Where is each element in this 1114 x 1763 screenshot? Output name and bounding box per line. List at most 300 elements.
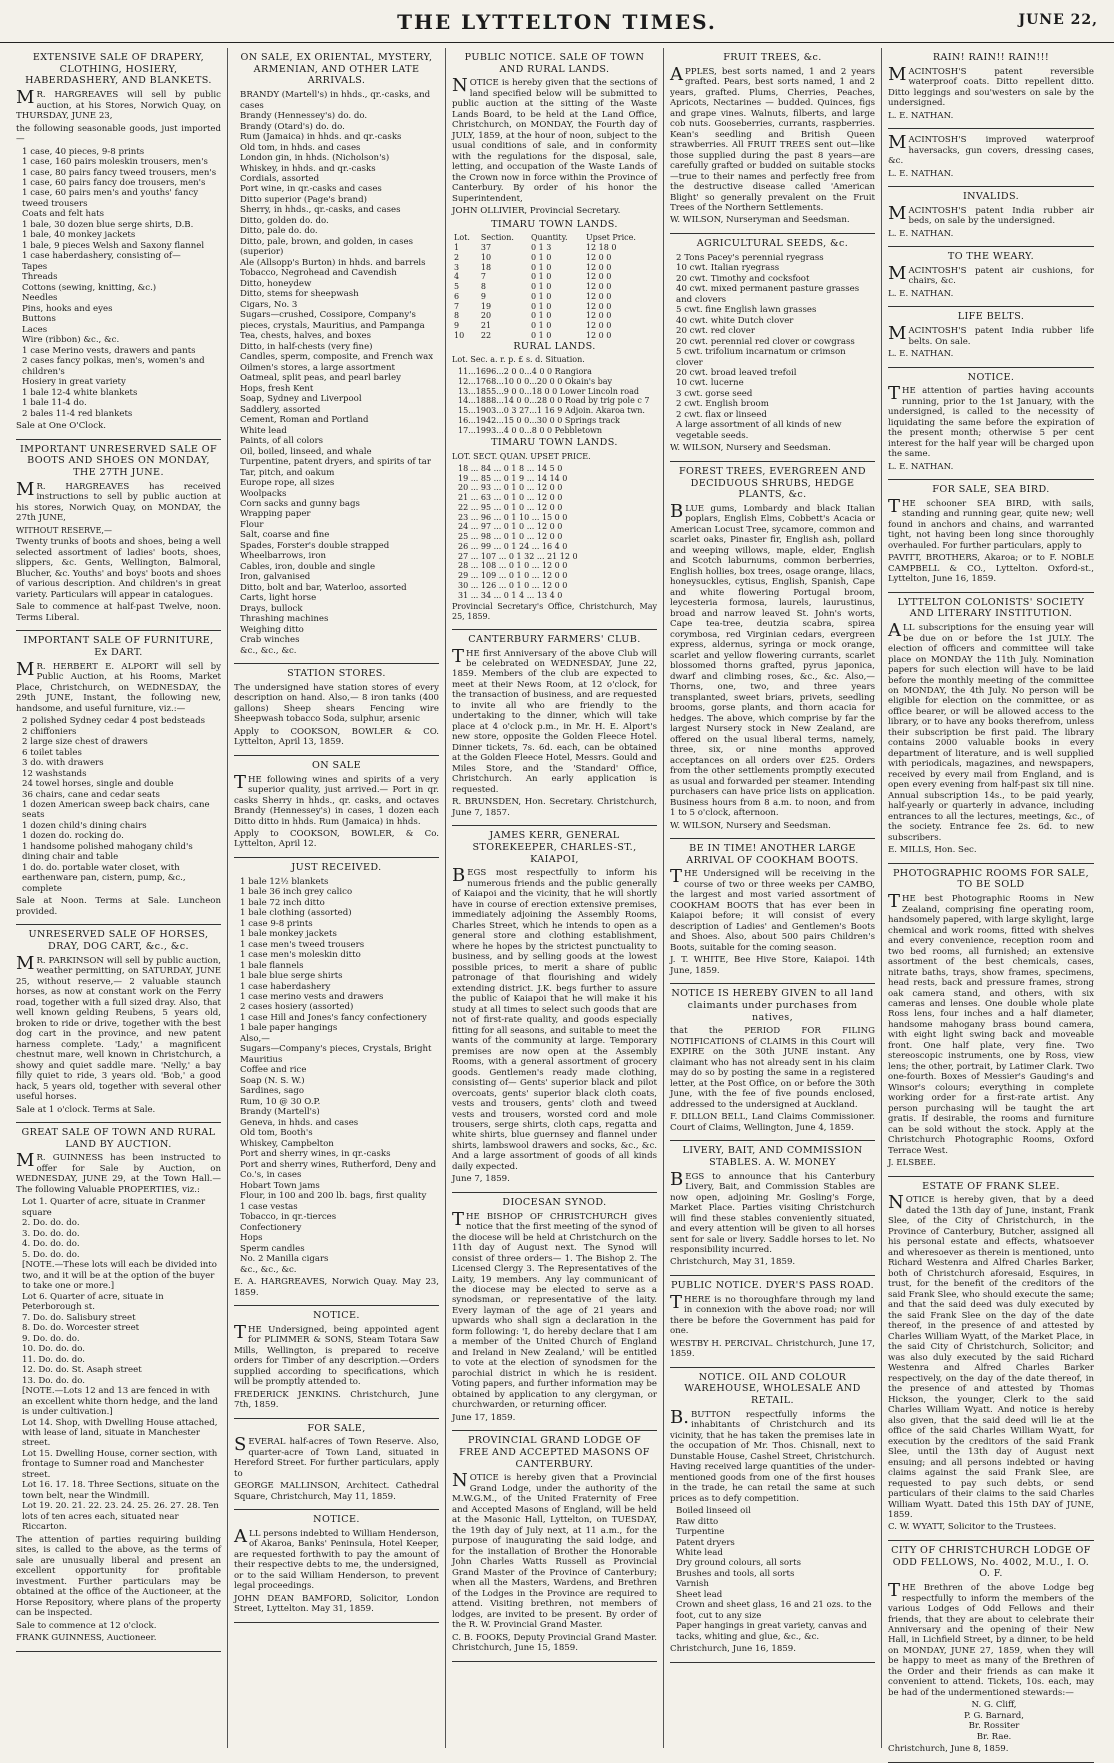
list-item: Lot 14. Shop, with Dwelling House attached, with lease of land, situate in Manchester street. <box>22 1417 218 1449</box>
list-item: Ale (Allsopp's Burton) in hhds. and barrels <box>240 257 426 268</box>
ad-life-belts <box>888 307 1094 367</box>
ad-signature: WESTBY H. PERCIVAL. Christchurch, June 17, 1859. <box>670 1338 875 1360</box>
list-item: Patent dryers <box>676 1537 735 1548</box>
list-item: Old tom, in hhds. and cases <box>240 142 361 153</box>
list-item: 1 dozen do. rocking do. <box>22 831 124 842</box>
ad-signature: C. B. FOOKS, Deputy Provincial Grand Master. Christchurch, June 15, 1859. <box>452 1632 657 1654</box>
table-cell: 12 0 0 <box>585 330 612 340</box>
table-cell: 12 18 0 <box>585 243 617 253</box>
ad-title: NOTICE. OIL AND COLOUR WAREHOUSE, WHOLESALE AND RETAIL. <box>684 1371 861 1406</box>
list-item: No. 2 Manilla cigars <box>240 1254 329 1265</box>
ad-body: The undersigned have station stores of every description on hand. Also,— 8 iron tanks (400 gallons) Sheep shears Fencing wire Sheepwash tobacco Soda, sulphur, arsenic <box>234 682 439 725</box>
list-item: 1 bale 11-4 do. <box>22 398 87 409</box>
ad-footer: Sale to commence at 12 o'clock. <box>16 1620 157 1631</box>
list-item: 10. Do. do. do. <box>22 1344 86 1355</box>
table-row <box>452 331 657 341</box>
ad-body: THE following wines and spirits of a very superior quality, just arrived.— Port in qr. casks Sherry in hhds., qr. casks, and octaves Brandy (Hennessey's) in cases, 1 dozen each Ditto ditto in hhds. Rum (Jamaica) in hhds. <box>234 771 439 827</box>
ad-photographic-rooms <box>888 864 1094 1177</box>
list-item: Soap, Sydney and Liverpool <box>240 394 362 405</box>
table-cell: 37 <box>480 243 492 253</box>
list-item: Hops, fresh Kent <box>240 383 314 394</box>
list-item: 15...1903...0 3 27...1 16 9 Adjoin. Akaroa twn. <box>458 406 645 416</box>
ad-title: CITY OF CHRISTCHURCH LODGE OF ODD FELLOWS, No. 4002, M.U., I. O. O. F. <box>891 1544 1091 1580</box>
list-item: 1 case, 60 pairs men's and youths' fancy tweed trousers <box>22 188 199 209</box>
list-item: Oilmen's stores, a large assortment <box>240 362 395 373</box>
ad-title: NOTICE IS HEREBY GIVEN to all land claimants under purchases from natives, <box>671 988 874 1023</box>
list-item: 30 ... 126 ... 0 1 0 ... 12 0 0 <box>458 580 568 590</box>
ad-to-the-weary <box>888 247 1094 307</box>
list-item: 11...1696...2 0 0...4 0 0 Rangiora <box>458 367 592 377</box>
list-item: 40 cwt. white Dutch clover <box>676 315 794 326</box>
list-item: Oatmeal, split peas, and pearl barley <box>240 373 401 384</box>
rural-rows <box>452 367 657 435</box>
list-item: 1 case 9-8 prints <box>240 918 313 929</box>
ad-body: THE Brethren of the above Lodge beg respectfully to inform the members of the various Lodges of Odd Fellows and their friends, that they are about to celebrate their Anniversary and the opening of their New Hall, in Lichfield Street, by a dinner, to be held on MONDAY, JUNE 27, 1859, when they will be happy to meet as many of the Brethren of the Order and their friends as can make it convenient to attend. Tickets, 10s. each, may be had of the undermentioned stewards:— <box>888 1580 1094 1698</box>
ad-signature: June 7, 1859. <box>452 1174 510 1185</box>
ad-intro: MR. HARGREAVES will sell by public auction, at his Stores, Norwich Quay, on THURSDAY, JUNE 23, <box>16 87 221 122</box>
table-cell: 0 1 0 <box>530 301 552 311</box>
masthead <box>0 0 1114 43</box>
ad-body: THE schooner SEA BIRD, with sails, standing and running gear, quite new; well found in anchors and chains, and warranted tight, not having been long since thoroughly overhauled. For further particulars, apply to <box>888 495 1094 551</box>
list-item: Tapes <box>22 261 48 272</box>
list-item: 25 ... 98 ... 0 1 0 ... 12 0 0 <box>458 532 563 542</box>
list-item: Ditto, pale do. do. <box>240 226 318 237</box>
table-cell: 7 <box>480 272 486 282</box>
list-item: Buttons <box>22 314 56 325</box>
ad-timber-notice <box>234 1306 439 1419</box>
ad-agricultural-seeds <box>670 234 875 462</box>
list-item: Crab winches <box>240 635 300 646</box>
list-item: Wrapping paper <box>240 509 311 520</box>
list-item: Br. Rae. <box>976 1731 1012 1742</box>
table-cell: 19 <box>480 301 492 311</box>
list-item: 10 cwt. Italian ryegrass <box>676 263 780 274</box>
list-item: Whiskey, in hhds. and qr.-casks <box>240 163 376 174</box>
ad-signature: F. DILLON BELL, Land Claims Commissioner. Court of Claims, Wellington, June 4, 1859. <box>670 1112 875 1133</box>
list-item: 2 cwt. English broom <box>676 399 769 410</box>
issue-date: JUNE 22, <box>1018 12 1098 28</box>
ad-body: THE BISHOP OF CHRISTCHURCH gives notice that the first meeting of the synod of the diocese will be held at Christchurch on the 11th day of August next. The Synod will consist of three orders— 1. The Bishop 2. The Licensed Clergy 3. The Representatives of the Laity, 19 members. Any lay communicant of the diocese may be elected to serve as a synodsman, or representative of the laity. Every layman of the age of 21 years and upwards who shall sign a declaration in the form following: 'I, do hereby declare that I am a member of the United Church of England and Ireland in New Zealand,' will be entitled to vote at the election of synodsmen for the parochial district in which he is resident. Voting papers, and further information may be obtained by application to any clergyman, or churchwarden, or returning officer. <box>452 1208 657 1411</box>
ad-body: NOTICE is hereby given, that by a deed dated the 13th day of June, instant, Frank Slee, of the City of Christchurch, in the Province of Canterbury, Butcher, assigned all his personal estate and effects, whatsoever and wheresoever as therein is mentioned, unto Richard Westenra and Alfred Charles Barker, both of Christchurch aforesaid, Esquires, in trust, for the benefit of the creditors of the said Frank Slee, who should execute the same; and that the said deed was duly executed by the said Frank Slee on the day of the date thereof, in the presence of and attested by Charles William Wyatt, of the Market Place, in the said City of Christchurch, Solicitor; and was also duly executed by the said Richard Westenra and Alfred Charles Barker respectively, on the day of the date thereof, in the presence of and attested by Thomas Hickson, the younger, Clerk to the said Charles William Wyatt. And notice is hereby also given, that the said deed will lie at the office of the said Charles William Wyatt, for execution by the creditors of the said Frank Slee, until the 13th day of August next ensuing; and all persons indebted or having claims against the said Frank Slee, are requested to pay such debts, or send particulars of their claims to the said Charles William Wyatt. Dated this 15th DAY of JUNE, 1859. <box>888 1192 1094 1520</box>
list-item: Cigars, No. 3 <box>240 299 298 310</box>
col-header: Lot. <box>454 233 470 243</box>
ad-title: LIVERY, BAIT, AND COMMISSION STABLES. A. W. MONEY <box>682 1145 863 1168</box>
table-cell: 21 <box>480 321 492 331</box>
ad-title: FRUIT TREES, &c. <box>723 52 822 63</box>
ad-body: THE best Photographic Rooms in New Zealand, comprising fine operating room, handsomely papered, with large skylight, large chemical and work rooms, fitted with shelves and every convenience, reception room and two bed rooms, all furnished; an extensive assortment of the best chemicals, cases, nitrate baths, trays, show frames, specimens, head rests, back and pressure frames, strong oak camera stand, and others, with six cameras and lenses. One double whole plate Ross lens, four inches and a half diameter, handsome mahogany brass bound camera, with eight light swing back and moveable front. One half plate, very fine. Two stereoscopic instruments, one by Ross, view lens; the other, portrait, by Latimer Clark. Two one-fourth. Boxes of Messier's Gauding's and Winsor's colours; everything in complete working order for a first-rate artist. Any person purchasing will be taught the art gratis. If desirable, the rooms and furniture can be sold without the stock. Apply at the Christchurch Photographic Rooms, Oxford Terrace West. <box>888 891 1094 1156</box>
list-item: 2 cases fancy polkas, men's, women's and children's <box>22 356 205 377</box>
ad-footer: Sale at One O'Clock. <box>16 421 106 432</box>
table-cell: 1 <box>454 243 460 253</box>
list-item: Confectionery <box>240 1222 302 1233</box>
list-item: 1 case Hill and Jones's fancy confectionery <box>240 1012 427 1023</box>
ad-title: TO THE WEARY. <box>947 251 1035 263</box>
table-row <box>452 321 657 331</box>
table-cell: 2 <box>454 252 460 262</box>
list-item: Lot 19. 20. 21. 22. 23. 24. 25. 26. 27. 28. Ten lots of ten acres each, situated near Riccarton. <box>22 1501 219 1533</box>
ad-horses-sale <box>16 925 221 1123</box>
ad-title: FOR SALE, <box>307 1422 366 1434</box>
list-item: Brandy (Hennessey's) do. do. <box>240 111 368 122</box>
table-cell: 5 <box>454 282 460 292</box>
list-item: Candles, sperm, composite, and French wax <box>240 352 434 363</box>
ad-station-stores <box>234 664 439 756</box>
list-item: White lead <box>676 1547 723 1558</box>
list-item: A large assortment of all kinds of new vegetable seeds. <box>676 420 842 441</box>
list-item: 40 cwt. mixed permanent pasture grasses and clovers <box>676 284 860 305</box>
list-item: Sperm candles <box>240 1243 305 1254</box>
ad-signature: W. WILSON, Nurseryman and Seedsman. <box>670 215 850 226</box>
ad-forest-trees <box>670 462 875 839</box>
list-item: 16...1942...15 0 0...30 0 0 Springs track <box>458 415 620 425</box>
item-list <box>16 147 221 420</box>
list-item: Coats and felt hats <box>22 209 105 220</box>
ad-signature: Provincial Secretary's Office, Christchurch, May 25, 1859. <box>452 602 657 622</box>
list-item: 1 case, 80 pairs fancy tweed trousers, men's <box>22 167 217 178</box>
newspaper-title: THE LYTTELTON TIMES. <box>397 10 717 34</box>
list-item: Paints, of all colors <box>240 436 323 447</box>
table-cell: 0 1 0 <box>530 282 552 292</box>
list-item: Tobacco, Negrohead and Cavendish <box>240 268 397 279</box>
list-item: 5. Do. do. do. <box>22 1249 80 1260</box>
ad-body: Twenty trunks of boots and shoes, being a well selected assortment of ladies' boots, shoes, slippers, &c. Gents, Wellington, Balmoral, Blucher, &c. Youths' and boys' boots and shoes of various description. And children's in great variety. Particulars will appear in catalogues. <box>16 537 221 600</box>
ad-title: IMPORTANT SALE OF FURNITURE, Ex DART. <box>23 635 214 658</box>
list-item: Threads <box>22 272 58 283</box>
ad-land-claims <box>670 984 875 1141</box>
table-cell: 10 <box>454 330 465 340</box>
table-row <box>452 253 657 263</box>
ad-signature: L. E. NATHAN. <box>888 288 954 299</box>
list-item: Cement, Roman and Portland <box>240 415 369 426</box>
list-item: 1 case, 60 pairs fancy doe trousers, men's <box>22 177 206 188</box>
list-item: Dry ground colours, all sorts <box>676 1558 802 1569</box>
ad-body: THE Undersigned, being appointed agent for PLIMMER & SONS, Steam Totara Saw Mills, Wellington, is prepared to receive orders for Timber of any description.—Orders supplied according to specifications, which will be promptly attended to. <box>234 1321 439 1388</box>
column-1 <box>10 48 228 1748</box>
stewards-list <box>888 1700 1094 1742</box>
ad-odd-fellows <box>888 1541 1094 1763</box>
ad-boots-sale <box>16 440 221 632</box>
list-item: Lot 15. Dwelling House, corner section, with frontage to Sumner road and Manchester street. <box>22 1448 218 1480</box>
list-item: 1 bale blue serge shirts <box>240 971 343 982</box>
list-item: 3 do. with drawers <box>22 758 104 769</box>
list-item: Tea, chests, halves, and boxes <box>240 331 372 342</box>
list-item: Rum, 10 @ 30 O.P. <box>240 1096 321 1107</box>
list-item: 12. Do. do. St. Asaph street <box>22 1365 142 1376</box>
table-cell: 12 0 0 <box>585 252 612 262</box>
ad-james-kerr <box>452 826 657 1193</box>
list-item: Saddlery, assorted <box>240 404 321 415</box>
ad-signature: JOHN DEAN BAMFORD, Solicitor, London Street, Lyttelton. May 31, 1859. <box>234 1593 439 1615</box>
list-item: Ditto, honeydew <box>240 278 312 289</box>
ad-rain <box>888 48 1094 129</box>
list-item: 29 ... 109 ... 0 1 0 ... 12 0 0 <box>458 571 568 581</box>
ad-signature: J. T. WHITE, Bee Hive Store, Kaiapoi. 14th June, 1859. <box>670 955 875 976</box>
list-item: Brushes and tools, all sorts <box>676 1568 795 1579</box>
table-row <box>452 292 657 302</box>
ad-body: THE first Anniversary of the above Club will be celebrated on WEDNESDAY, June 22, 1859. Members of the club are expected to meet at their News Room, at 12 o'clock, for the transaction of business, and are requested to invite all who are friendly to the undertaking to the dinner, which will take place at 4 o'clock p.m., in Mr. H. E. Alport's new store, opposite the Golden Fleece Hotel. Dinner tickets, 7s. 6d. each, can be obtained at the Golden Fleece Hotel, Messrs. Gould and Miles Store, and the 'Standard' Office, Christchurch. An early application is requested. <box>452 645 657 795</box>
ad-spirits-on-sale <box>234 48 439 664</box>
ad-signature: June 17, 1859. <box>452 1412 516 1423</box>
list-item: Hobart Town jams <box>240 1180 320 1191</box>
list-item: 1 case, 40 pieces, 9-8 prints <box>22 146 145 157</box>
ad-intro: MR. HERBERT E. ALPORT will sell by Public Auction, at his Rooms, Market Place, Christchurch, on WEDNESDAY, the 29th JUNE, Instant, the following new, handsome, and useful furniture, viz.:— <box>16 658 221 714</box>
columns <box>10 48 1104 1755</box>
list-item: Weighing ditto <box>240 624 304 635</box>
ad-signature: E. A. HARGREAVES, Norwich Quay. May 23, 1859. <box>234 1277 439 1298</box>
list-item: 1 bale, 9 pieces Welsh and Saxony flannel <box>22 240 205 251</box>
ad-signature: W. WILSON, Nursery and Seedsman. <box>670 820 831 831</box>
ad-title: LIFE BELTS. <box>957 311 1025 323</box>
list-item: 20 cwt. Timothy and cocksfoot <box>676 273 810 284</box>
table-row <box>452 311 657 321</box>
ad-title: ON SALE <box>312 759 361 771</box>
ad-body: BLUE gums, Lombardy and black Italian poplars, English Elms, Cobbett's Acacia or American Locust Tree, sycamore, common and scarlet oaks, Pinaster fir, English ash, pollard and weeping willows, maple, elder, English and Scotch laburnums, common berberries, English hollies, box trees, osage orange, lilacs, honeysuckles, cytisus, English, Spanish, Cape and white flowering Portugal broom, leycesteria formosa, laurels, laurustinus, broad and narrow leaved St. John's worts, Cape tea-tree, deutzia scabra, spirea corymbosa, red Virginian cedars, evergreen express, aldernus, syringa or mock orange, scarlet and yellow flowering currants, scarlet blossomed thorns grafted, pyrus japonica, dwarf and climbing roses, &c., &c. Also,— Thorns, one, two, and three years transplanted, sweet briars, privets, seedling brooms, gorse plants, and thorn acacia for hedges. The above, which comprise by far the largest Nursery stock in New Zealand, are offered on the usual liberal terms, namely, three, six, or nine months approved acceptances on all orders over £25. Orders from the other settlements promptly executed as usual and forwarded per steamer. Intending purchasers can have price lists on application. Business hours from 8 a.m. to noon, and from 1 to 5 o'clock, afternoon. <box>670 500 875 819</box>
list-item: Ditto, pale, brown, and golden, in cases (superior) <box>240 236 413 258</box>
ad-body: MACINTOSH'S patent India rubber air beds, on sale by the undersigned. <box>888 202 1094 227</box>
ad-lead: the following seasonable goods, just imported— <box>16 123 221 145</box>
list-item: Rum (Jamaica) in hhds. and qr.-casks <box>240 132 402 143</box>
ad-signature: FREDERICK JENKINS. Christchurch, June 7th, 1859. <box>234 1389 439 1411</box>
list-item: 1 bale 12½ blankets <box>240 876 329 887</box>
ad-signature: Apply to COOKSON, BOWLER & CO. Lyttelton, April 13, 1859. <box>234 726 439 748</box>
list-item: Raw ditto <box>676 1516 719 1527</box>
list-item: 36 chairs, cane and cedar seats <box>22 789 160 800</box>
ad-town-reserve-sale <box>234 1419 439 1511</box>
list-item: Lot 6. Quarter of acre, situate in Peterborough st. <box>22 1291 164 1313</box>
list-item: Hosiery in great variety <box>22 377 126 388</box>
timaru-table <box>452 233 657 340</box>
ad-signature: JOHN OLLIVIER, Provincial Secretary. <box>452 206 621 217</box>
table-cell: 0 1 0 <box>530 311 552 321</box>
ad-footer: Sale at Noon. Terms at Sale. Luncheon provided. <box>16 896 221 917</box>
table-cell: 12 0 0 <box>585 272 612 282</box>
ad-body: BEGS most respectfully to inform his numerous friends and the public generally of Kaiapoi and the vicinity, that he will shortly have in course of erection extensive premises, immediately adjoining the Assembly Rooms, Charles Street, which he intends to open as a general store and clothing establishment, where he hopes by the strictest punctuality to business, and by selling goods at the lowest possible prices, to merit a share of public patronage of that flourishing and widely extending district. J.K. begs further to assure the public of Kaiapoi that he will make it his study at all times to select such goods that are not of first-rate quality, and goods especially fitting for all seasons, and suitable to meet the wants of the community at large. Temporary premises are now open at the Assembly Rooms, with a general assortment of grocery goods. Gentlemen's ready made clothing, consisting of— Gents' superior black and pilot overcoats, gents' superior black cloth coats, vests and trousers, gents' cloth and tweed vests and trousers, worsted cord and mole trousers, serge shirts, cloth caps, regatta and white shirts, blue guernsey and flannel under shirts, lambswool drawers and socks, &c., &c. And a large assortment of goods of all kinds daily expected. <box>452 865 657 1172</box>
ad-body: MACINTOSH'S improved waterproof haversacks, gun covers, dressing cases, &c. <box>888 132 1094 167</box>
list-item: 1 bale flannels <box>240 960 304 971</box>
ad-title: AGRICULTURAL SEEDS, &c. <box>696 237 849 249</box>
list-item: 13. Do. do. do. <box>22 1375 86 1386</box>
list-item: 1 case, 160 pairs moleskin trousers, men's <box>22 157 208 168</box>
lot-list <box>16 1197 221 1533</box>
list-item: Brandy (Otard's) do. do. <box>240 121 345 132</box>
list-item: 1 case Merino vests, drawers and pants <box>22 345 196 356</box>
ad-title: BE IN TIME! ANOTHER LARGE ARRIVAL OF COOKHAM BOOTS. <box>686 843 859 866</box>
ad-signature: L. E. NATHAN. <box>888 228 954 239</box>
list-item: 1 case vestas <box>240 1201 298 1212</box>
ad-body: MACINTOSH'S patent India rubber life belts. On sale. <box>888 323 1094 347</box>
ad-title: CANTERBURY FARMERS' CLUB. <box>468 633 641 645</box>
table-header: Lot. Sec. a. r. p. £ s. d. Situation. <box>452 355 585 365</box>
list-item: Sugars—crushed, Cossipore, Company's pieces, crystals, Mauritius, and Pampanga <box>240 310 425 331</box>
ad-fruit-trees <box>670 48 875 234</box>
ad-signature: Christchurch, June 16, 1859. <box>670 1644 796 1655</box>
list-item: Lot 1. Quarter of acre, situate in Cranmer square <box>22 1197 206 1218</box>
ad-signature: E. MILLS, Hon. Sec. <box>888 845 977 856</box>
list-item: Cables, iron, double and single <box>240 561 376 572</box>
table-cell: 0 1 3 <box>530 243 552 253</box>
list-item: BRANDY (Martell's) in hhds., qr.-casks, and cases <box>240 90 431 111</box>
list-item: Flour <box>240 519 264 530</box>
list-item: 5 cwt. fine English lawn grasses <box>676 305 817 316</box>
ad-signature: Christchurch, May 31, 1859. <box>670 1257 796 1268</box>
table-cell: 12 0 0 <box>585 321 612 331</box>
list-item: 1 dozen child's dining chairs <box>22 820 147 831</box>
ad-colonists-society <box>888 593 1094 864</box>
table-cell: 22 <box>480 330 492 340</box>
item-list <box>670 1506 875 1642</box>
ad-wines-on-sale <box>234 756 439 858</box>
table-cell: 12 0 0 <box>585 301 612 311</box>
ad-footer: Sale at 1 o'clock. Terms at Sale. <box>16 1104 156 1115</box>
list-item: Boiled linseed oil <box>676 1506 751 1517</box>
list-item: Ditto superior (Page's brand) <box>240 194 367 205</box>
ad-title: ESTATE OF FRANK SLEE. <box>922 1180 1060 1192</box>
list-item: 11. Do. do. do. <box>22 1354 86 1365</box>
list-item: 1 bale 36 inch grey calico <box>240 887 353 898</box>
ad-farmers-club <box>452 630 657 826</box>
list-item: 2 large size chest of drawers <box>22 737 148 748</box>
table-cell: 3 <box>454 262 460 272</box>
list-item: Ditto, golden do. do. <box>240 215 329 226</box>
item-list <box>670 253 875 442</box>
list-item: Geneva, in hhds. and cases <box>240 1117 359 1128</box>
ad-body: SEVERAL half-acres of Town Reserve. Also, quarter-acre of Town Land, situated in Hereford Street. For further particulars, apply to <box>234 1434 439 1479</box>
ad-accounts-notice <box>888 368 1094 481</box>
ad-signature: L. E. NATHAN. <box>888 349 954 360</box>
ad-title: GREAT SALE OF TOWN AND RURAL LAND BY AUCTION. <box>21 1126 216 1150</box>
list-item: Paper hangings in great variety, canvas and tacks, whiting and glue, &c., &c. <box>676 1621 867 1642</box>
table-cell: 12 0 0 <box>585 311 612 321</box>
list-item: 3 cwt. gorse seed <box>676 388 753 399</box>
list-item: Sherry, in hhds., qr.-casks, and cases <box>240 205 401 216</box>
table-cell: 0 1 0 <box>530 321 552 331</box>
ad-title: NOTICE. <box>313 1310 360 1322</box>
ad-drapery-sale <box>16 48 221 440</box>
list-item: Corn sacks and gunny bags <box>240 499 360 509</box>
list-item: 2 bales 11-4 red blankets <box>22 408 133 419</box>
table-title: TIMARU TOWN LANDS. <box>491 437 618 449</box>
ad-title: PUBLIC NOTICE. SALE OF TOWN AND RURAL LANDS. <box>464 52 645 75</box>
list-item: 26 ... 99 ... 0 1 24 ... 16 4 0 <box>458 541 568 551</box>
column-4 <box>664 48 882 1748</box>
ad-title: EXTENSIVE SALE OF DRAPERY, CLOTHING, HOSIERY, HABERDASHERY, AND BLANKETS. <box>25 52 212 87</box>
ad-land-sale-notice <box>452 48 657 630</box>
list-item: &c., &c., &c. <box>240 1264 297 1275</box>
list-item: Spades, Forster's double strapped <box>240 540 390 551</box>
list-item: 1 case men's moleskin ditto <box>240 950 361 961</box>
table-cell: 12 0 0 <box>585 262 612 272</box>
table-row <box>452 263 657 273</box>
list-item: White lead <box>240 425 287 436</box>
list-item: 4. Do. do. do. <box>22 1239 80 1250</box>
list-item: 12 washstands <box>22 768 87 779</box>
table-cell: 0 1 0 <box>530 262 552 272</box>
ad-title: PUBLIC NOTICE. DYER'S PASS ROAD. <box>670 1279 875 1291</box>
table-cell: 0 1 0 <box>530 330 552 340</box>
table-row <box>452 302 657 312</box>
ad-title: NOTICE. <box>967 371 1015 383</box>
list-item: Sugars—Company's pieces, Crystals, Bright Mauritius <box>240 1044 432 1065</box>
list-item: Tobacco, in qr.-tierces <box>240 1212 337 1223</box>
list-item: 18 ... 84 ... 0 1 8 ... 14 5 0 <box>458 463 563 473</box>
table-cell: 8 <box>454 311 460 321</box>
ad-title: FOREST TREES, EVERGREEN AND DECIDUOUS SHRUBS, HEDGE PLANTS, &c. <box>678 465 867 501</box>
ad-oil-colour-warehouse <box>670 1368 875 1663</box>
column-3 <box>446 48 664 1748</box>
list-item: 1 case merino vests and drawers <box>240 992 384 1002</box>
ad-just-received <box>234 858 439 1306</box>
ad-signature: J. ELSBEE. <box>888 1158 936 1169</box>
table-header: LOT. SECT. QUAN. UPSET PRICE. <box>452 452 591 462</box>
ad-dyers-pass-road <box>670 1276 875 1368</box>
list-item: Needles <box>22 293 58 304</box>
ad-haversacks <box>888 129 1094 187</box>
list-item: Pins, hooks and eyes <box>22 303 113 314</box>
ad-signature: C. W. WYATT, Solicitor to the Trustees. <box>888 1522 1057 1533</box>
ad-body: NOTICE is hereby given that the sections of land specified below will be submitted to public auction at the sitting of the Waste Lands Board, to be held at the Land Office, Christchurch, on MONDAY, the Fourth day of JULY, 1859, at the hour of noon, subject to the usual conditions of sale, and in conformity with the regulations for the disposal, sale, letting, and occupation of the Waste Lands of the Crown now in force within the Province of Canterbury. By order of his honor the Superintendent, <box>452 75 657 204</box>
ad-intro: MR. HARGREAVES has received instructions to sell by public auction at his stores, Norwich Quay, on MONDAY, the 27th JUNE, <box>16 478 221 524</box>
list-item: 27 ... 107 ... 0 1 32 ... 21 12 0 <box>458 551 578 561</box>
list-item: Br. Rossiter <box>968 1721 1020 1732</box>
table-cell: 12 0 0 <box>585 282 612 292</box>
list-item: [NOTE.—Lots 12 and 13 are fenced in with an excellent white thorn hedge, and the land is under cultivation.] <box>22 1386 218 1418</box>
list-item: Sardines, sago <box>240 1086 305 1097</box>
ad-title: PROVINCIAL GRAND LODGE OF FREE AND ACCEPTED MASONS OF CANTERBURY. <box>459 1435 650 1470</box>
list-item: Crown and sheet glass, 16 and 21 ozs. to the foot, cut to any size <box>676 1600 872 1621</box>
list-item: Port and sherry wines, in qr.-casks <box>240 1149 391 1160</box>
list-item: 20 cwt. broad leaved trefoil <box>676 368 797 378</box>
ad-body: ALL subscriptions for the ensuing year will be due on or before the 1st JULY. The election of officers and committee will take place on MONDAY the 11th July. Nomination papers for such election will have to be laid before the monthly meeting of the committee on MONDAY, the 4th July. No person will be eligible for election on the committee, or as office bearer, or will be allowed access to the library, or to have any books therefrom, unless their subscription be first paid. The library contains 2000 valuable books in every department of literature, and is well supplied with periodicals, magazines, and newspapers, received by every mail from England, and is open every evening from half-past six till nine. Annual subscription 14s., to be paid yearly, half-yearly or quarterly in advance, including entrances to all the lectures, meetings, &c., of the society. Entrance fee 2s. 6d. to new subscribers. <box>888 620 1094 843</box>
ad-body: ALL persons indebted to William Henderson, of Akaroa, Banks' Peninsula, Hotel Keeper, are requested forthwith to pay the amount of their respective debts to me, the undersigned, or to the said William Henderson, to prevent legal proceedings. <box>234 1525 439 1592</box>
item-list <box>234 90 439 656</box>
ad-body: THE Undersigned will be receiving in the course of two or three weeks per CAMBO, the largest and most varied assortment of COOKHAM BOOTS that has ever been in Kaiapoi before; it will consist of every description of Ladies' and Gentlemen's Boots and Shoes. Also, about 500 pairs Children's Boots, suitable for the coming season. <box>670 866 875 953</box>
list-item: Brandy (Martell's) <box>240 1107 320 1118</box>
list-item: &c., &c., &c. <box>240 645 297 656</box>
list-item: Flour, in 100 and 200 lb. bags, first quality <box>240 1191 427 1202</box>
list-item: Soap (N. S. W.) <box>240 1075 305 1086</box>
ad-title: JUST RECEIVED. <box>291 861 382 873</box>
list-item: 3. Do. do. do. <box>22 1228 80 1239</box>
ad-title: RAIN! RAIN!! RAIN!!! <box>932 52 1050 63</box>
ad-diocesan-synod <box>452 1193 657 1431</box>
list-item: Tar, pitch, and oakum <box>240 467 335 478</box>
list-item: 17...1993...4 0 0...8 0 0 Pebbletown <box>458 425 603 435</box>
list-item: 31 ... 34 ... 0 1 4 ... 13 4 0 <box>458 590 563 600</box>
table-row <box>452 282 657 292</box>
ad-body: BEGS to announce that his Canterbury Livery, Bait, and Commission Stables are now open, adjoining Mr. Gosling's Forge, Market Place. Parties visiting Christchurch will find these stables conveniently situated, and every attention will be given to all horses sent for sale or livery. Saddle horses to let. No responsibility incurred. <box>670 1168 875 1255</box>
ad-title: ON SALE, EX ORIENTAL, MYSTERY, ARMENIAN, AND OTHER LATE ARRIVALS. <box>240 52 433 87</box>
list-item: 1 case men's tweed trousers <box>240 939 365 950</box>
list-item: 2 polished Sydney cedar 4 post bedsteads <box>22 716 205 727</box>
ad-body: MR. PARKINSON will sell by public auction, weather permitting, on SATURDAY, JUNE 25, without reserve,— 2 valuable staunch horses, as now at constant work on the Ferry road, together with a full sized dray. Also, that well known gelding Reubens, 5 years old, broken to ride or drive, together with the best dog cart in the province, and new patent harness complete. 'Lady,' a magnificent chestnut mare, well known in Christchurch, a showy and quiet saddle mare. 'Nelly,' a bay filly quiet to ride, 3 years old. 'Bob,' a good hack, 5 years old, together with several other useful horses. <box>16 952 221 1103</box>
ad-body: MR. GUINNESS has been instructed to offer for Sale by Auction, on WEDNESDAY, JUNE 29, at the Town Hall.— The following Valuable PROPERTIES, viz.: <box>16 1150 221 1195</box>
list-item: Cordials, assorted <box>240 173 320 184</box>
ad-body: APPLES, best sorts named, 1 and 2 years grafted. Pears, best sorts named, 1 and 2 years, grafted. Plums, Cherries, Peaches, Apricots, Nectarines — budded. Quinces, figs and grape vines. Walnuts, filberts, and large cob nuts. Gooseberries, currants, raspberries. Kean's seedling and British Queen strawberries. All FRUIT TREES sent out—like those supplied during the past 8 years—are carefully grafted or budded on suitable stocks—true to their names and perfectly free from the destructive disease called 'American Blight' so generally prevalent on the Fruit Trees of the Northern Settlements. <box>670 63 875 213</box>
list-item: 1 bale 12-4 white blankets <box>22 387 138 398</box>
col-header: Section. <box>480 233 514 243</box>
list-item: Port and sherry wines, Rutherford, Deny and Co.'s, in cases <box>240 1159 437 1181</box>
ad-body: THERE is no thoroughfare through my land in connexion with the above road; nor will there be before the Government has paid for one. <box>670 1291 875 1337</box>
list-item: 1 handsome polished mahogany child's dining chair and table <box>22 841 193 863</box>
column-5 <box>882 48 1100 1755</box>
item-list <box>234 877 439 1275</box>
ad-signature: W. WILSON, Nursery and Seedsman. <box>670 443 831 454</box>
table-cell: 9 <box>454 321 460 331</box>
ad-title: INVALIDS. <box>962 191 1020 203</box>
list-item: Ditto, stems for sheepwash <box>240 289 359 300</box>
list-item: 20 cwt. red clover <box>676 326 755 337</box>
table-cell: 10 <box>480 252 492 262</box>
